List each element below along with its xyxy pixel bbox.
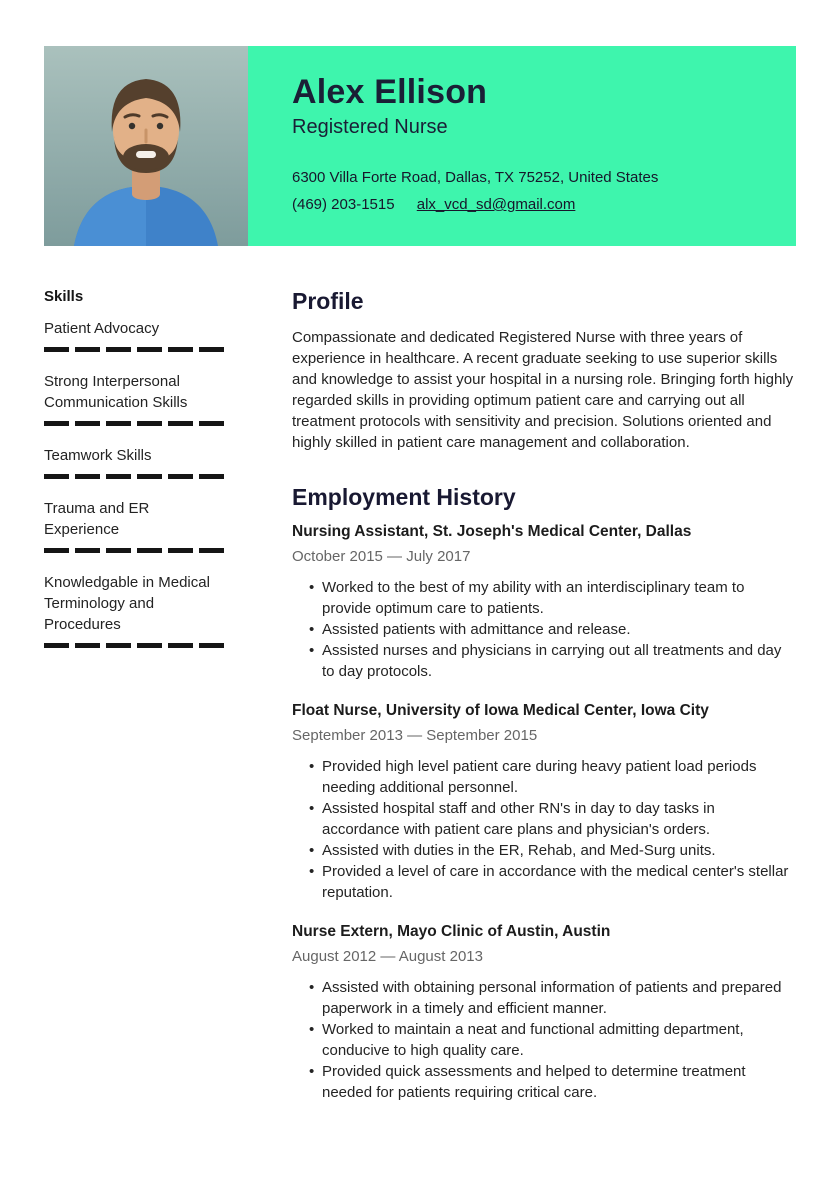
skills-heading: Skills [44, 288, 84, 305]
job-bullet: • Provided high level patient care during heavy patient load periods needing additional personnel. [309, 756, 796, 798]
employment-section [292, 484, 796, 1103]
profile-text: Compassionate and dedicated Registered Nurse with three years of experience in healthcare. A recent graduate seeking to use superior skills and knowledge to assist your hospital in a nursing role. Bringing forth highly regarded skills in providing optimum patient care and carrying out all treatment protocols with sensitivity and precision. Solutions oriented and highly skilled in patient care management and collaboration. [292, 329, 794, 451]
skill-level-bar [44, 474, 225, 479]
job-bullet: • Provided quick assessments and helped to determine treatment needed for patients requiring critical care. [309, 1061, 796, 1103]
skill-item [44, 445, 225, 479]
skills-sidebar [44, 288, 225, 1123]
skill-label: Trauma and ER Experience [44, 500, 150, 538]
job-dates: October 2015 — July 2017 [292, 548, 471, 565]
resume-body [44, 288, 796, 1123]
skill-level-bar [44, 421, 225, 426]
main-column [292, 288, 796, 1123]
job-bullet: • Worked to maintain a neat and functional admitting department, conducive to high quality care. [309, 1019, 796, 1061]
job-bullet: • Assisted hospital staff and other RN's in day to day tasks in accordance with patient care plans and physician's orders. [309, 798, 796, 840]
employment-heading: Employment History [292, 484, 516, 510]
job-bullet: • Assisted nurses and physicians in carrying out all treatments and day to day protocols. [309, 640, 796, 682]
job-bullets [292, 977, 796, 1103]
candidate-name: Alex Ellison [292, 73, 488, 111]
avatar-illustration [44, 46, 248, 246]
candidate-job-title: Registered Nurse [292, 116, 448, 138]
job-bullets [292, 756, 796, 903]
phone-email-line [292, 195, 658, 215]
job-title: Nurse Extern, Mayo Clinic of Austin, Austin [292, 923, 611, 940]
skill-item [44, 318, 225, 352]
profile-heading: Profile [292, 288, 364, 314]
skill-level-bar [44, 548, 225, 553]
job-entry [292, 523, 796, 682]
skill-item [44, 498, 225, 553]
skill-level-bar [44, 643, 225, 648]
skill-label: Teamwork Skills [44, 447, 152, 464]
job-dates: August 2012 — August 2013 [292, 948, 483, 965]
skill-label: Knowledgable in Medical Terminology and Procedures [44, 574, 210, 633]
skill-item [44, 572, 225, 648]
job-title: Float Nurse, University of Iowa Medical Center, Iowa City [292, 702, 709, 719]
job-bullet: • Assisted with obtaining personal information of patients and prepared paperwork in a timely and efficient manner. [309, 977, 796, 1019]
address-text: 6300 Villa Forte Road, Dallas, TX 75252, United States [292, 169, 659, 186]
contact-info [292, 168, 658, 215]
job-entry [292, 702, 796, 903]
job-bullets [292, 577, 796, 682]
profile-section [292, 288, 796, 453]
skill-label: Patient Advocacy [44, 320, 160, 337]
skill-label: Strong Interpersonal Communication Skills [44, 373, 188, 411]
phone-text: (469) 203-1515 [292, 196, 395, 213]
job-bullet: • Assisted patients with admittance and release. [309, 619, 796, 640]
job-dates: September 2013 — September 2015 [292, 727, 538, 744]
job-title: Nursing Assistant, St. Joseph's Medical Center, Dallas [292, 523, 692, 540]
skill-item [44, 371, 225, 426]
email-link[interactable]: alx_vcd_sd@gmail.com [416, 196, 576, 213]
job-bullet: • Assisted with duties in the ER, Rehab, and Med-Surg units. [309, 840, 796, 861]
resume-header [44, 46, 796, 246]
job-entry [292, 923, 796, 1103]
skill-level-bar [44, 347, 225, 352]
job-bullet: • Worked to the best of my ability with an interdisciplinary team to provide optimum care to patients. [309, 577, 796, 619]
profile-photo [44, 46, 248, 246]
job-bullet: • Provided a level of care in accordance with the medical center's stellar reputation. [309, 861, 796, 903]
header-text [248, 46, 658, 246]
